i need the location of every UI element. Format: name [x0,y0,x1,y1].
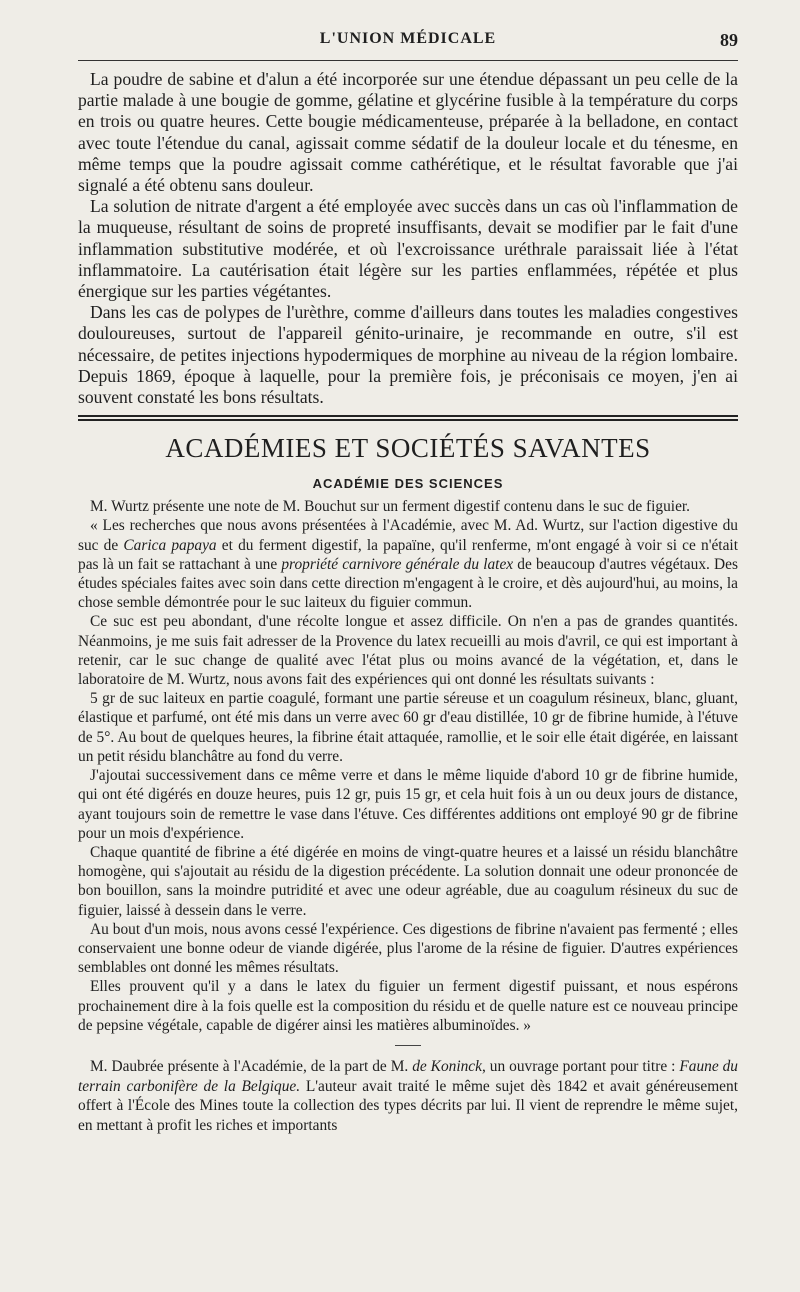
section-title: ACADÉMIES ET SOCIÉTÉS SAVANTES [165,433,651,464]
italic-term: de Koninck [412,1057,482,1075]
journal-title: L'UNION MÉDICALE [319,30,497,47]
text-run: et du ferment digestif, la papaïne, qu'il renferme, m'ont engagé à voir si ce n'était pas là un fait se rattachant à une [78,536,738,573]
paragraph: La solution de nitrate d'argent a été employée avec succès dans un cas où l'inflammation de la muqueuse, résultant de soins de propreté insuffisants, devait se modifier par le fait d'une inflammation substitutive modérée, et où l'excroissance uréthrale paraissait liée à l'état inflammatoire. La cautérisation était légère sur les parties enflammées, répétée et plus énergique sur les parties végétantes. [78,196,738,302]
italic-term: Carica papaya [123,536,217,554]
text-run: de beaucoup d'autres végétaux. Des études spéciales faites avec soin dans cette direction m'engagent à le croire, et dès aujourd'hui, au moins, la chose semble démontrée pour le suc laiteux du figuier commun. [78,555,738,612]
short-separator [395,1045,421,1046]
daubree-note [78,1057,738,1135]
paragraph: 5 gr de suc laiteux en partie coagulé, formant une partie séreuse et un coagulum résineux, blanc, gluant, élastique et parfumé, ont été mis dans un verre avec 60 gr d'eau distillée, 10 gr de fibrine humide, à l'étuve de 5°. Au bout de quelques heures, la fibrine était attaquée, ramollie, et le soir elle était digérée, en laissant un petit résidu blanchâtre au fond du verre. [78,690,738,765]
section-divider [78,415,738,421]
section-subtitle: ACADÉMIE DES SCIENCES [312,476,504,492]
paragraph [78,516,738,612]
page-number: 89 [720,30,738,50]
text-run: L'auteur avait traité le même sujet dès 1842 et avait généreusement offert à l'École des Mines toute la collection des types décrits par lui. Il vient de reprendre le même sujet, en mettant à profit les riches et importants [78,1077,738,1134]
academy-report [78,497,738,1035]
paragraph: Elles prouvent qu'il y a dans le latex du figuier un ferment digestif puissant, et nous espérons prochainement dire à la fois quelle est la composition du résidu et de quelle nature est ce nouveau principe de pepsine végétale, capable de digérer ainsi les matières albuminoïdes. » [78,978,738,1034]
text-run: M. Daubrée présente à l'Académie, de la part de M. [90,1057,413,1075]
paragraph: La poudre de sabine et d'alun a été incorporée sur une étendue dépassant un peu celle de la partie malade à une bougie de gomme, gélatine et glycérine fusible à la température du corps en trois ou quatre heures. Cette bougie médicamenteuse, préparée à la belladone, en contact avec toute l'étendue du canal, agissait comme sédatif de la douleur locale et du ténesme, en même temps que la poudre agissait comme cathérétique, et le résultat favorable que j'ai signalé a été obtenu sans douleur. [78,69,738,196]
italic-term: Faune du terrain carbonifère de la Belgique. [78,1057,739,1095]
paragraph [78,1057,738,1135]
paragraph: Chaque quantité de fibrine a été digérée en moins de vingt-quatre heures et a laissé un résidu blanchâtre homogène, qui s'ajoutait au résidu de la digestion précédente. La solution donnait une odeur prononcée de bon bouillon, sans la moindre putridité et avec une odeur agréable, due au coagulum résineux du suc de figuier, laissé à dessein dans le verre. [78,843,738,919]
top-article [78,69,738,408]
paragraph: Au bout d'un mois, nous avons cessé l'expérience. Ces digestions de fibrine n'avaient pas fermenté ; elles conservaient une bonne odeur de viande digérée, plus l'arome de la résine de figuier. D'autres expériences semblables ont donné les mêmes résultats. [78,920,738,977]
running-header [78,0,738,50]
text-run: « Les recherches que nous avons présentées à l'Académie, avec M. Ad. Wurtz, sur l'action digestive du suc de [78,517,738,554]
italic-term: propriété carnivore générale du latex [281,555,514,573]
paragraph: Dans les cas de polypes de l'urèthre, comme d'ailleurs dans toutes les maladies congestives douloureuses, surtout de l'appareil génito-urinaire, je recommande en outre, s'il est nécessaire, de petites injections hypodermiques de morphine au niveau de la région lombaire. Depuis 1869, époque à laquelle, pour la première fois, je préconisais ce moyen, j'en ai souvent constaté les bons résultats. [78,302,738,408]
paragraph: J'ajoutai successivement dans ce même verre et dans le même liquide d'abord 10 gr de fibrine humide, qui ont été digérés en douze heures, puis 12 gr, puis 15 gr, et cela huit fois à un ou deux jours de distance, ayant toujours soin de remettre le vase dans l'étuve. Ces différentes additions ont employé 90 gr de fibrine pour un mois d'expérience. [78,767,738,842]
header-rule [78,60,738,61]
paragraph: Ce suc est peu abondant, d'une récolte longue et assez difficile. On n'en a pas de grandes quantités. Néanmoins, je me suis fait adresser de la Provence du latex recueilli au mois d'avril, ce qui est important à retenir, car le suc change de qualité avec l'état plus ou moins avancé de la végétation, et, dans le laboratoire de M. Wurtz, nous avons fait des expériences qui ont donné les résultats suivants : [78,613,738,689]
text-run: , un ouvrage portant pour titre : [481,1057,680,1075]
paragraph: M. Wurtz présente une note de M. Bouchut sur un ferment digestif contenu dans le suc de figuier. [90,498,691,516]
